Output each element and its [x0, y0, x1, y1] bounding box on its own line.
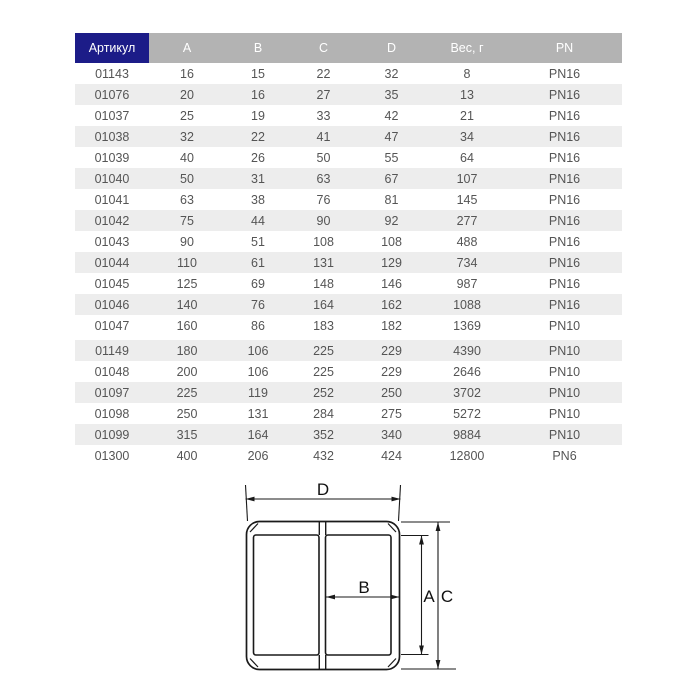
- dim-a: [401, 536, 435, 655]
- table-cell: 76: [251, 297, 265, 312]
- table-cell: 01043: [94, 234, 130, 249]
- table-cell: 275: [381, 406, 402, 421]
- table-cell: PN16: [548, 192, 581, 207]
- table-cell: 76: [316, 192, 331, 207]
- table-cell: 01042: [94, 213, 130, 228]
- table-cell: 162: [381, 297, 402, 312]
- table-cell: 129: [381, 255, 402, 270]
- table-cell: 01040: [94, 171, 130, 186]
- table-cell: PN16: [548, 276, 581, 291]
- table-cell: 90: [180, 234, 194, 249]
- table-cell: 180: [149, 338, 225, 361]
- table-cell: 51: [251, 234, 265, 249]
- column-header-d: D: [356, 33, 427, 63]
- table-cell: PN6: [552, 448, 577, 463]
- table-cell: PN16: [548, 297, 581, 312]
- table-cell: 987: [456, 276, 478, 291]
- table-cell: PN16: [548, 255, 581, 270]
- table-cell: 164: [313, 297, 334, 312]
- column-header-weight: Вес, г: [427, 33, 507, 63]
- table-cell: 225: [291, 338, 356, 361]
- column-header-article: Артикул: [75, 33, 149, 63]
- table-cell: 21: [460, 108, 474, 123]
- table-cell: 01038: [94, 129, 130, 144]
- table-cell: 34: [460, 129, 474, 144]
- table-cell: 106: [247, 364, 269, 379]
- table-cell: 432: [313, 448, 334, 463]
- table-cell: 01097: [94, 385, 130, 400]
- table-row: [75, 294, 622, 315]
- table-cell: 13: [460, 87, 474, 102]
- table-cell: 352: [313, 427, 334, 442]
- dim-a-arrow-top: [419, 536, 424, 545]
- table-row: [75, 63, 622, 84]
- table-cell: 424: [381, 448, 402, 463]
- table-row: [75, 147, 622, 168]
- table-cell: 15: [251, 66, 265, 81]
- coupling-outer-outline: [247, 522, 400, 670]
- table-cell: 38: [251, 192, 265, 207]
- dim-c-arrow-top: [436, 522, 441, 531]
- table-cell: 145: [456, 192, 478, 207]
- table-cell: 277: [456, 213, 478, 228]
- table-row: [75, 168, 622, 189]
- table-cell: 164: [247, 427, 269, 442]
- table-row: [75, 273, 622, 294]
- table-cell: 22: [316, 66, 331, 81]
- table-cell: 107: [456, 171, 478, 186]
- table-cell: 1369: [453, 318, 481, 333]
- table-cell: 61: [251, 255, 265, 270]
- table-cell: 106: [225, 338, 291, 361]
- table-cell: 67: [384, 171, 399, 186]
- table-cell: 20: [180, 87, 194, 102]
- table-cell: 92: [384, 213, 399, 228]
- table-cell: 42: [384, 108, 399, 123]
- table-cell: 01048: [94, 364, 130, 379]
- dim-b: [326, 578, 400, 599]
- table-cell: PN10: [548, 427, 581, 442]
- table-cell: 63: [180, 192, 194, 207]
- table-cell: 340: [381, 427, 402, 442]
- table-cell: 01037: [94, 108, 130, 123]
- table-cell: 50: [180, 171, 194, 186]
- table-cell: 8: [463, 66, 471, 81]
- column-header-c: C: [291, 33, 356, 63]
- column-header-pn: PN: [507, 33, 622, 63]
- table-cell: 22: [251, 129, 265, 144]
- table-cell: 4390: [427, 338, 507, 361]
- table-cell: 01044: [94, 255, 130, 270]
- table-row: [75, 231, 622, 252]
- table-cell: 488: [456, 234, 478, 249]
- table-cell: PN10: [548, 318, 581, 333]
- table-cell: 01045: [94, 276, 130, 291]
- table-cell: PN16: [548, 234, 581, 249]
- table-cell: 16: [180, 66, 194, 81]
- table-cell: 131: [247, 406, 269, 421]
- table-cell: 131: [313, 255, 334, 270]
- table-cell: 31: [251, 171, 265, 186]
- table-cell: 125: [176, 276, 198, 291]
- table-cell: PN16: [548, 150, 581, 165]
- table-cell: 50: [316, 150, 331, 165]
- table-cell: 32: [180, 129, 194, 144]
- dim-label-b: B: [358, 578, 370, 597]
- table-cell: 140: [176, 297, 198, 312]
- table-cell: 400: [176, 448, 198, 463]
- table-cell: 2646: [453, 364, 481, 379]
- table-cell: 250: [381, 385, 402, 400]
- table-row: [75, 210, 622, 231]
- table-cell: 44: [251, 213, 265, 228]
- table-cell: 225: [313, 364, 334, 379]
- dim-label-d: D: [316, 480, 330, 499]
- table-cell: PN16: [548, 87, 581, 102]
- column-header-a: A: [149, 33, 225, 63]
- table-cell: 315: [176, 427, 198, 442]
- dimension-diagram: [230, 477, 470, 695]
- dim-label-c: C: [440, 587, 454, 606]
- table-cell: 252: [313, 385, 334, 400]
- table-cell: 86: [251, 318, 265, 333]
- table-cell: 183: [313, 318, 334, 333]
- table-cell: 146: [381, 276, 402, 291]
- header-row: [75, 33, 622, 63]
- table-cell: 75: [180, 213, 194, 228]
- table-cell: 01047: [94, 318, 130, 333]
- table-cell: 33: [316, 108, 331, 123]
- table-row: [75, 252, 622, 273]
- table-cell: 01143: [95, 66, 129, 81]
- table-cell: 55: [384, 150, 399, 165]
- table-cell: 25: [180, 108, 194, 123]
- table-cell: PN16: [548, 171, 581, 186]
- table-cell: 1088: [453, 297, 481, 312]
- socket-left-outline: [254, 535, 320, 655]
- table-cell: 108: [381, 234, 402, 249]
- dim-a-arrow-bottom: [419, 646, 424, 655]
- dim-b-arrow-right: [391, 595, 400, 600]
- table-cell: PN16: [548, 66, 581, 81]
- table-cell: 108: [313, 234, 334, 249]
- table-cell: 225: [176, 385, 198, 400]
- table-cell: 148: [313, 276, 334, 291]
- table-row: [75, 382, 622, 403]
- table-cell: PN16: [548, 213, 581, 228]
- table-cell: 63: [316, 171, 331, 186]
- table-row: [75, 84, 622, 105]
- table-cell: 90: [316, 213, 331, 228]
- table-cell: PN10: [507, 338, 622, 361]
- spec-table-body: [75, 63, 622, 466]
- table-cell: 26: [251, 150, 265, 165]
- table-row: [75, 361, 622, 382]
- table-cell: PN16: [548, 108, 581, 123]
- table-cell: 284: [313, 406, 334, 421]
- column-header-b: B: [225, 33, 291, 63]
- dim-label-a: A: [423, 587, 435, 606]
- dim-d-extension-right: [399, 485, 401, 521]
- coupling-sockets: [254, 522, 392, 669]
- table-cell: 160: [176, 318, 198, 333]
- table-cell: 01041: [94, 192, 130, 207]
- table-row: [75, 338, 622, 361]
- table-cell: 9884: [453, 427, 481, 442]
- table-cell: PN10: [548, 385, 581, 400]
- dim-c-arrow-bottom: [436, 660, 441, 669]
- table-cell: 40: [180, 150, 194, 165]
- table-cell: PN10: [548, 406, 581, 421]
- table-cell: 229: [381, 364, 402, 379]
- table-cell: 3702: [453, 385, 481, 400]
- table-row: [75, 105, 622, 126]
- table-cell: 41: [316, 129, 331, 144]
- table-cell: 16: [251, 87, 265, 102]
- table-cell: 229: [356, 338, 427, 361]
- table-cell: 01076: [94, 87, 130, 102]
- table-row: [75, 315, 622, 338]
- table-cell: 182: [381, 318, 402, 333]
- table-cell: 69: [251, 276, 265, 291]
- table-cell: 01039: [94, 150, 130, 165]
- table-cell: 119: [248, 385, 268, 400]
- table-cell: 32: [384, 66, 399, 81]
- table-cell: 01149: [75, 338, 149, 361]
- table-row: [75, 126, 622, 147]
- table-row: [75, 424, 622, 445]
- table-row: [75, 189, 622, 210]
- table-cell: 5272: [453, 406, 481, 421]
- table-cell: 250: [176, 406, 198, 421]
- table-row: [75, 445, 622, 466]
- table-cell: PN10: [548, 364, 581, 379]
- table-cell: 12800: [449, 448, 485, 463]
- table-cell: 81: [384, 192, 399, 207]
- spec-table-header: [75, 33, 622, 63]
- table-cell: 01098: [94, 406, 130, 421]
- table-cell: 01099: [94, 427, 130, 442]
- dim-d: [246, 480, 401, 521]
- table-cell: 01300: [94, 448, 130, 463]
- table-cell: PN16: [548, 129, 581, 144]
- table-cell: 110: [177, 255, 197, 270]
- spec-table: [75, 33, 622, 466]
- table-cell: 01046: [94, 297, 130, 312]
- table-cell: 64: [460, 150, 474, 165]
- table-cell: 27: [316, 87, 331, 102]
- table-cell: 19: [251, 108, 265, 123]
- coupling-body: [247, 522, 400, 670]
- table-row: [75, 403, 622, 424]
- table-cell: 35: [384, 87, 399, 102]
- dim-b-arrow-left: [326, 595, 335, 600]
- dim-d-extension-left: [246, 485, 248, 521]
- table-cell: 206: [247, 448, 269, 463]
- table-cell: 47: [384, 129, 399, 144]
- table-cell: 200: [176, 364, 198, 379]
- table-cell: 734: [456, 255, 478, 270]
